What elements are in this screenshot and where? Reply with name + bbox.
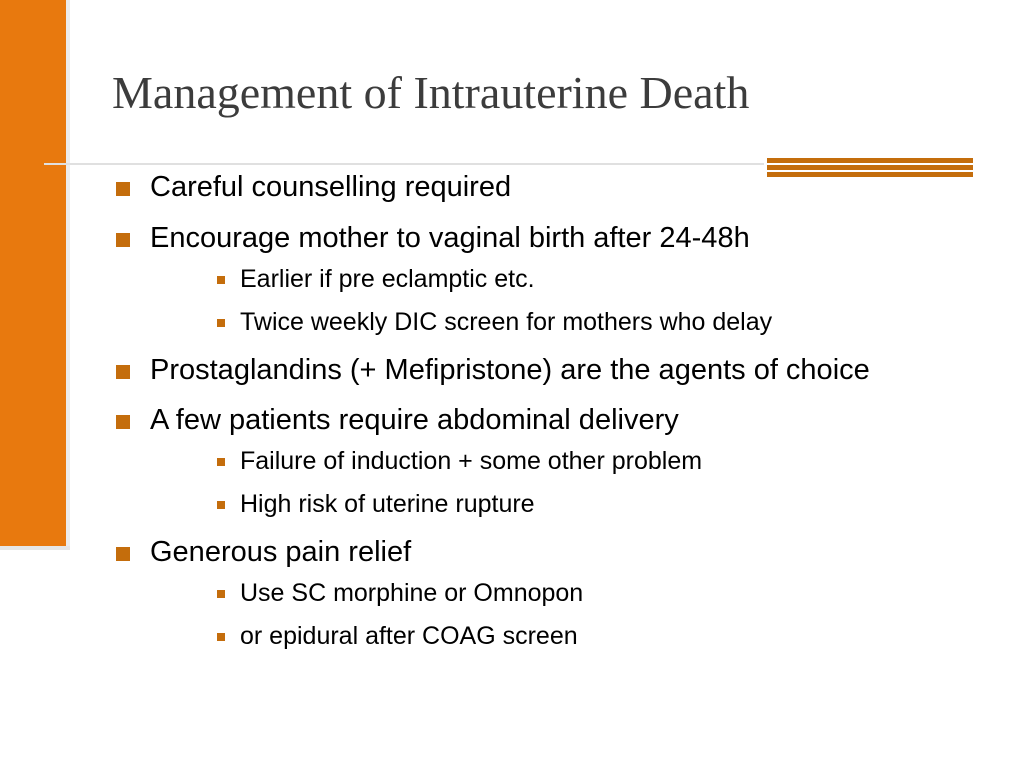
bullet-item xyxy=(116,403,996,437)
bullet-item xyxy=(116,221,996,255)
side-bar-shadow xyxy=(66,0,70,550)
square-bullet-icon xyxy=(217,633,225,641)
square-bullet-icon xyxy=(217,458,225,466)
square-bullet-icon xyxy=(116,182,130,196)
sub-bullet-text: or epidural after COAG screen xyxy=(240,622,578,650)
square-bullet-icon xyxy=(116,415,130,429)
side-bar-bottom-shadow xyxy=(0,546,70,550)
slide-title: Management of Intrauterine Death xyxy=(112,67,750,118)
accent-line xyxy=(767,158,973,163)
square-bullet-icon xyxy=(116,547,130,561)
bullet-text: Generous pain relief xyxy=(150,536,412,568)
sub-bullet-text: Failure of induction + some other problem xyxy=(240,447,703,475)
bullet-item xyxy=(116,535,996,569)
bullet-text: Encourage mother to vaginal birth after 24-48h xyxy=(150,222,750,254)
sub-bullet-item xyxy=(116,264,996,294)
title-divider xyxy=(44,163,764,165)
sub-bullet-text: Use SC morphine or Omnopon xyxy=(240,579,584,607)
orange-side-bar xyxy=(0,0,66,546)
sub-bullet-item xyxy=(116,621,996,651)
sub-bullet-item xyxy=(116,446,996,476)
bullet-text: Careful counselling required xyxy=(150,171,512,203)
sub-bullet-item xyxy=(116,489,996,519)
square-bullet-icon xyxy=(116,365,130,379)
bullet-item xyxy=(116,353,996,387)
sub-bullet-text: Earlier if pre eclamptic etc. xyxy=(240,265,535,293)
square-bullet-icon xyxy=(217,590,225,598)
square-bullet-icon xyxy=(217,501,225,509)
sub-bullet-item xyxy=(116,307,996,337)
bullet-text: A few patients require abdominal delivery xyxy=(150,404,679,436)
square-bullet-icon xyxy=(217,276,225,284)
square-bullet-icon xyxy=(116,233,130,247)
bullet-text: Prostaglandins (+ Mefipristone) are the agents of choice xyxy=(150,354,870,386)
square-bullet-icon xyxy=(217,319,225,327)
sub-bullet-item xyxy=(116,578,996,608)
sub-bullet-text: High risk of uterine rupture xyxy=(240,490,535,518)
bullet-item xyxy=(116,170,996,204)
bullet-list xyxy=(116,170,996,651)
sub-bullet-text: Twice weekly DIC screen for mothers who delay xyxy=(240,308,773,336)
